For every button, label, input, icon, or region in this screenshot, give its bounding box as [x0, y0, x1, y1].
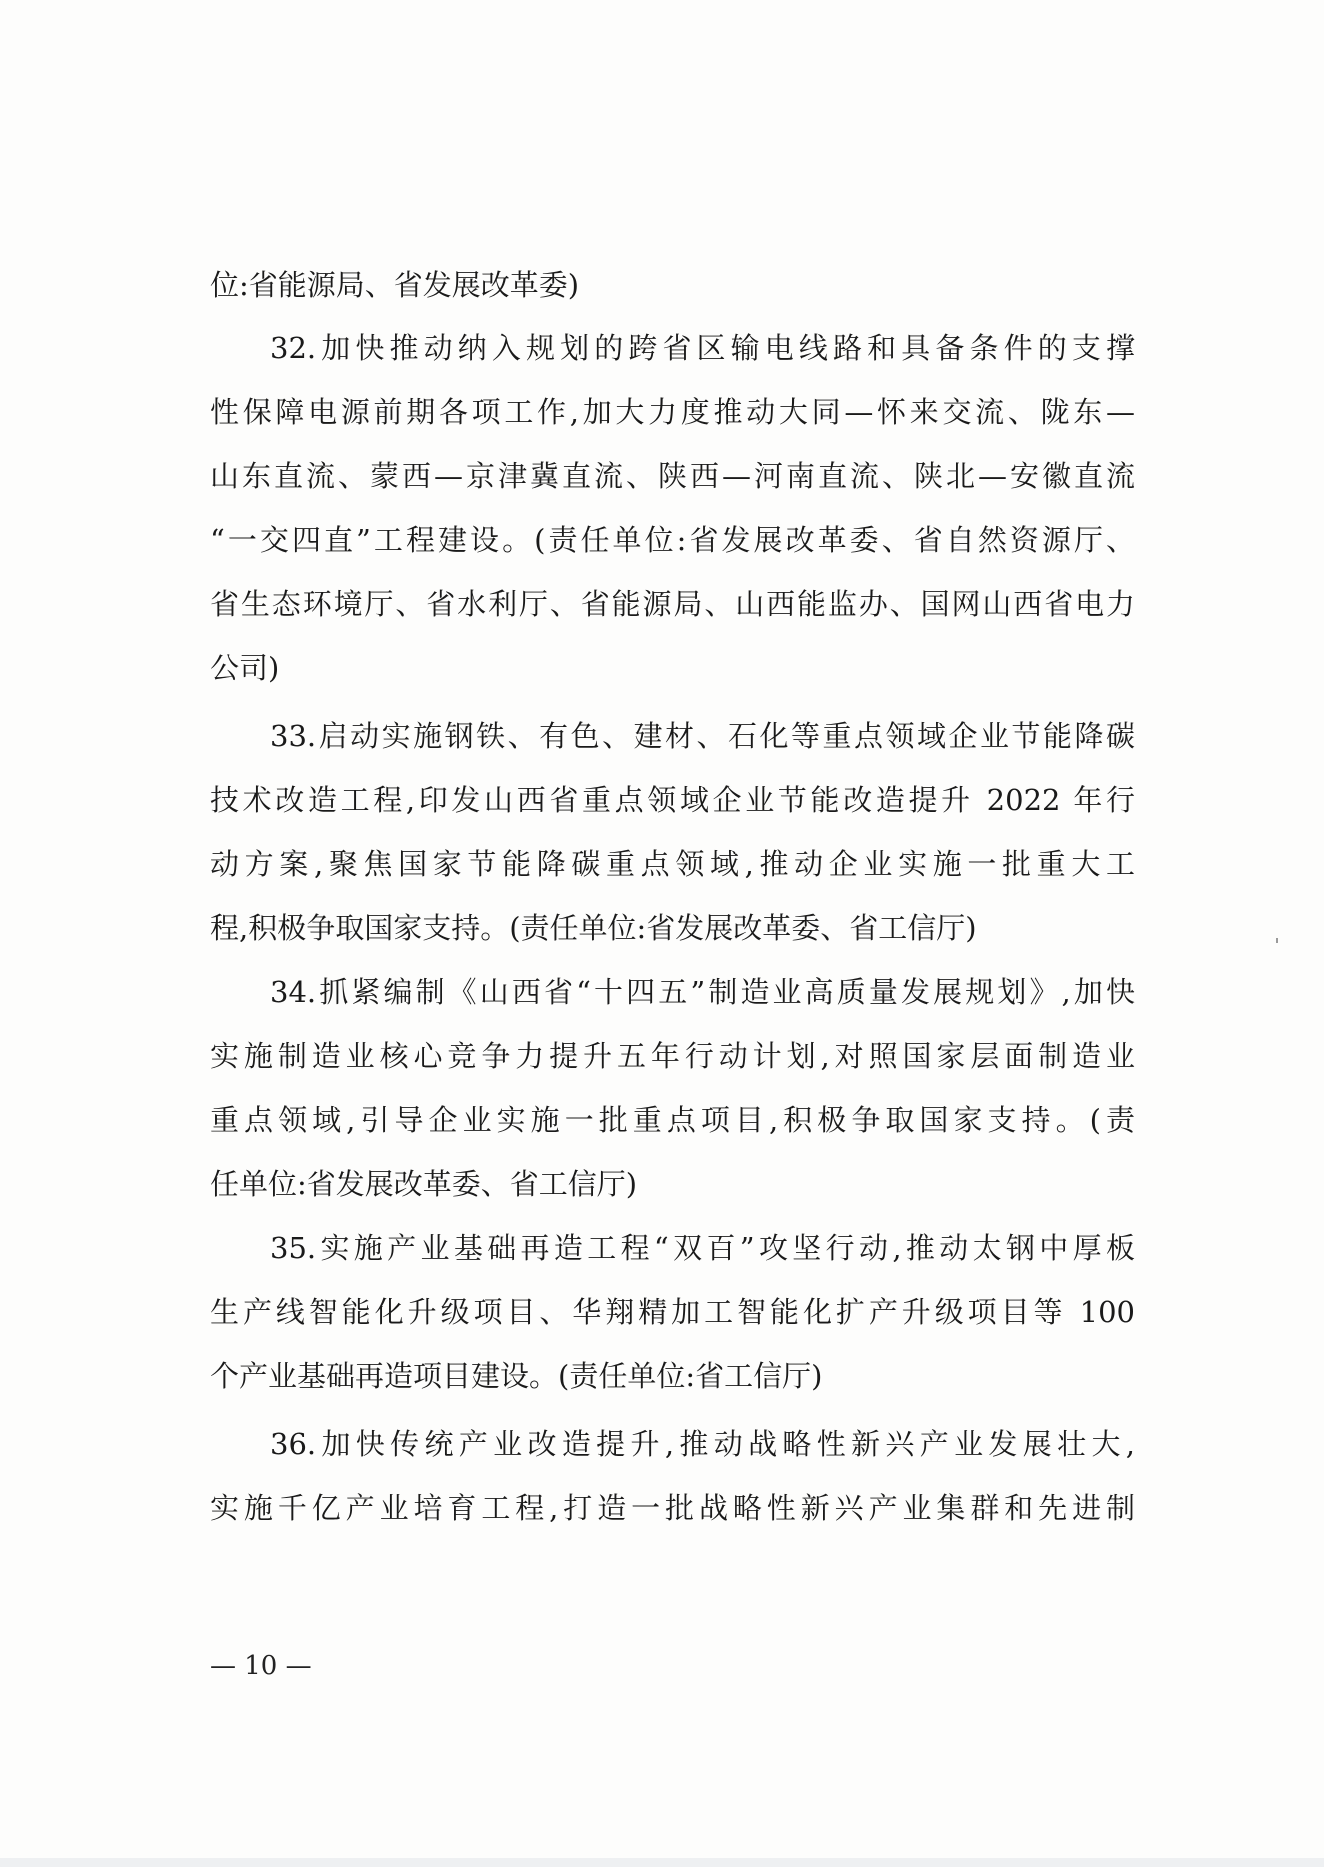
text-line: 33.启动实施钢铁、有色、建材、石化等重点领域企业节能降碳 [270, 719, 1135, 753]
text-line: 动方案,聚焦国家节能降碳重点领域,推动企业实施一批重大工 [210, 847, 1135, 881]
text-line: 技术改造工程,印发山西省重点领域企业节能改造提升 2022 年行 [210, 783, 1135, 817]
text-line: 34.抓紧编制《山西省“十四五”制造业高质量发展规划》,加快 [270, 975, 1135, 1009]
text-line: 山东直流、蒙西—京津冀直流、陕西—河南直流、陕北—安徽直流 [210, 459, 1135, 493]
text-line: 实施千亿产业培育工程,打造一批战略性新兴产业集群和先进制 [210, 1491, 1135, 1525]
text-line: 性保障电源前期各项工作,加大力度推动大同—怀来交流、陇东— [210, 395, 1135, 429]
text-line: 公司) [210, 651, 280, 685]
scan-bottom-edge [0, 1858, 1324, 1867]
text-line: 35.实施产业基础再造工程“双百”攻坚行动,推动太钢中厚板 [270, 1231, 1135, 1265]
text-line: “一交四直”工程建设。(责任单位:省发展改革委、省自然资源厅、 [210, 523, 1135, 557]
text-line: 重点领域,引导企业实施一批重点项目,积极争取国家支持。(责 [210, 1103, 1135, 1137]
text-line: 实施制造业核心竞争力提升五年行动计划,对照国家层面制造业 [210, 1039, 1135, 1073]
text-line: 程,积极争取国家支持。(责任单位:省发展改革委、省工信厅) [210, 911, 977, 945]
text-line: 个产业基础再造项目建设。(责任单位:省工信厅) [210, 1359, 823, 1393]
text-line: 32.加快推动纳入规划的跨省区输电线路和具备条件的支撑 [270, 331, 1135, 365]
text-line: 生产线智能化升级项目、华翔精加工智能化扩产升级项目等 100 [210, 1295, 1135, 1329]
text-line: 任单位:省发展改革委、省工信厅) [210, 1167, 638, 1201]
page-number: — 10 — [210, 1651, 312, 1681]
scan-speck [1276, 938, 1278, 943]
text-line: 36.加快传统产业改造提升,推动战略性新兴产业发展壮大, [270, 1427, 1135, 1461]
text-line: 位:省能源局、省发展改革委) [210, 268, 580, 302]
text-line: 省生态环境厅、省水利厅、省能源局、山西能监办、国网山西省电力 [210, 587, 1135, 621]
